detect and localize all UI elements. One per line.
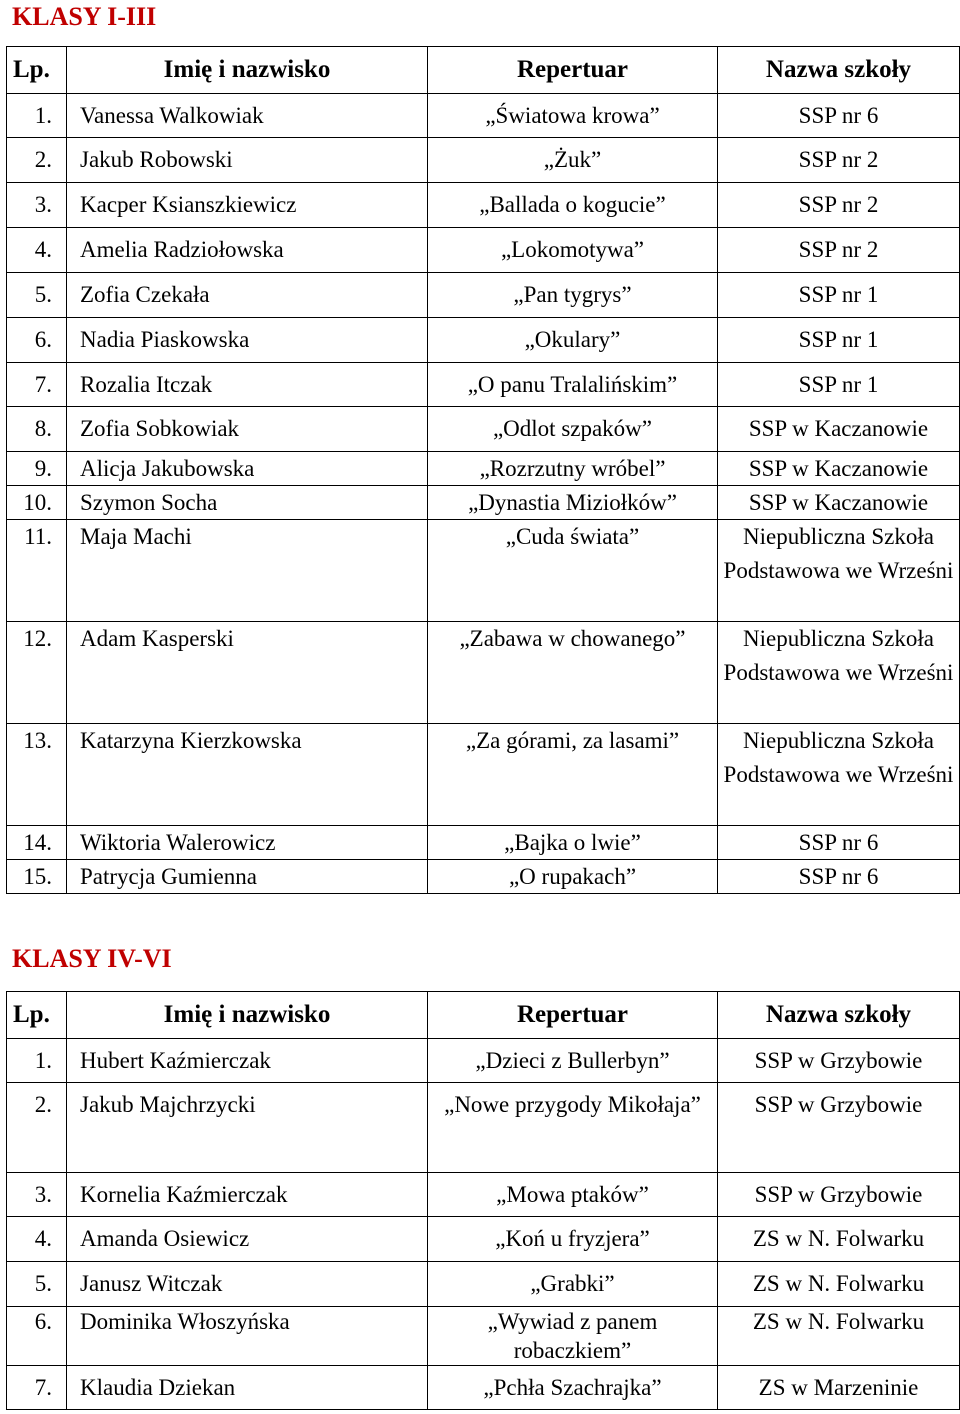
table-row <box>7 486 960 520</box>
row-number: 12. <box>7 622 67 724</box>
school-name: ZS w N. Folwarku <box>718 1307 960 1366</box>
table-row <box>7 1173 960 1217</box>
header-name: Imię i nazwisko <box>67 992 428 1039</box>
row-number: 5. <box>7 273 67 318</box>
row-number: 1. <box>7 94 67 138</box>
table-row <box>7 1307 960 1366</box>
table-row <box>7 318 960 363</box>
participant-name: Dominika Włoszyńska <box>67 1307 428 1366</box>
row-number: 15. <box>7 860 67 894</box>
row-number: 4. <box>7 228 67 273</box>
participant-name: Zofia Sobkowiak <box>67 407 428 452</box>
repertoire-title: „Dynastia Miziołków” <box>428 486 718 520</box>
participant-name: Nadia Piaskowska <box>67 318 428 363</box>
table-row <box>7 1217 960 1262</box>
school-name: ZS w Marzeninie <box>718 1366 960 1410</box>
participant-name: Jakub Robowski <box>67 138 428 183</box>
repertoire-title: „Pchła Szachrajka” <box>428 1366 718 1410</box>
roster-table-klasy-4-6 <box>6 991 960 1410</box>
participant-name: Kornelia Kaźmierczak <box>67 1173 428 1217</box>
row-number: 9. <box>7 452 67 486</box>
header-repertoire: Repertuar <box>428 992 718 1039</box>
participant-name: Maja Machi <box>67 520 428 622</box>
repertoire-title: „Wywiad z panem robaczkiem” <box>428 1307 718 1366</box>
school-name: SSP w Kaczanowie <box>718 407 960 452</box>
row-number: 10. <box>7 486 67 520</box>
row-number: 6. <box>7 1307 67 1366</box>
table-row <box>7 183 960 228</box>
roster-table-klasy-1-3 <box>6 46 960 894</box>
table-row <box>7 228 960 273</box>
school-name: Niepubliczna Szkoła Podstawowa we Wrześni <box>718 622 960 724</box>
row-number: 6. <box>7 318 67 363</box>
repertoire-title: „Rozrzutny wróbel” <box>428 452 718 486</box>
table-row <box>7 1366 960 1410</box>
header-school: Nazwa szkoły <box>718 47 960 94</box>
school-name: Niepubliczna Szkoła Podstawowa we Wrześni <box>718 520 960 622</box>
school-name: Niepubliczna Szkoła Podstawowa we Wrześni <box>718 724 960 826</box>
participant-name: Amanda Osiewicz <box>67 1217 428 1262</box>
school-name: ZS w N. Folwarku <box>718 1262 960 1307</box>
participant-name: Klaudia Dziekan <box>67 1366 428 1410</box>
row-number: 8. <box>7 407 67 452</box>
repertoire-title: „Ballada o kogucie” <box>428 183 718 228</box>
participant-name: Adam Kasperski <box>67 622 428 724</box>
repertoire-title: „O rupakach” <box>428 860 718 894</box>
school-name: SSP nr 2 <box>718 183 960 228</box>
repertoire-title: „Koń u fryzjera” <box>428 1217 718 1262</box>
school-name: SSP nr 1 <box>718 318 960 363</box>
participant-name: Janusz Witczak <box>67 1262 428 1307</box>
repertoire-title: „Cuda świata” <box>428 520 718 622</box>
row-number: 2. <box>7 1083 67 1173</box>
table-row <box>7 860 960 894</box>
participant-name: Zofia Czekała <box>67 273 428 318</box>
row-number: 14. <box>7 826 67 860</box>
table-header-row <box>7 992 960 1039</box>
school-name: SSP w Grzybowie <box>718 1083 960 1173</box>
school-name: SSP nr 6 <box>718 826 960 860</box>
repertoire-title: „Bajka o lwie” <box>428 826 718 860</box>
row-number: 2. <box>7 138 67 183</box>
school-name: SSP nr 6 <box>718 860 960 894</box>
section-title-klasy-1-3: KLASY I-III <box>12 2 157 31</box>
participant-name: Vanessa Walkowiak <box>67 94 428 138</box>
repertoire-title: „Okulary” <box>428 318 718 363</box>
repertoire-title: „Dzieci z Bullerbyn” <box>428 1039 718 1083</box>
participant-name: Patrycja Gumienna <box>67 860 428 894</box>
row-number: 7. <box>7 1366 67 1410</box>
row-number: 7. <box>7 363 67 407</box>
table-row <box>7 520 960 622</box>
participant-name: Jakub Majchrzycki <box>67 1083 428 1173</box>
repertoire-title: „Zabawa w chowanego” <box>428 622 718 724</box>
school-name: SSP nr 2 <box>718 138 960 183</box>
row-number: 3. <box>7 1173 67 1217</box>
header-repertoire: Repertuar <box>428 47 718 94</box>
section-title-klasy-4-6: KLASY IV-VI <box>12 944 172 973</box>
school-name: SSP w Grzybowie <box>718 1039 960 1083</box>
school-name: SSP w Kaczanowie <box>718 452 960 486</box>
participant-name: Hubert Kaźmierczak <box>67 1039 428 1083</box>
repertoire-title: „Odlot szpaków” <box>428 407 718 452</box>
table-row <box>7 138 960 183</box>
header-lp: Lp. <box>7 992 67 1039</box>
header-lp: Lp. <box>7 47 67 94</box>
table-row <box>7 1083 960 1173</box>
table-row <box>7 363 960 407</box>
school-name: SSP nr 6 <box>718 94 960 138</box>
participant-name: Kacper Ksianszkiewicz <box>67 183 428 228</box>
school-name: SSP w Grzybowie <box>718 1173 960 1217</box>
header-name: Imię i nazwisko <box>67 47 428 94</box>
repertoire-title: „Żuk” <box>428 138 718 183</box>
row-number: 5. <box>7 1262 67 1307</box>
repertoire-title: „Za górami, za lasami” <box>428 724 718 826</box>
school-name: SSP nr 1 <box>718 273 960 318</box>
table-row <box>7 1039 960 1083</box>
table-row <box>7 622 960 724</box>
table-row <box>7 724 960 826</box>
table-row <box>7 826 960 860</box>
row-number: 4. <box>7 1217 67 1262</box>
repertoire-title: „Pan tygrys” <box>428 273 718 318</box>
school-name: SSP nr 1 <box>718 363 960 407</box>
row-number: 1. <box>7 1039 67 1083</box>
repertoire-title: „Mowa ptaków” <box>428 1173 718 1217</box>
row-number: 13. <box>7 724 67 826</box>
participant-name: Wiktoria Walerowicz <box>67 826 428 860</box>
participant-name: Katarzyna Kierzkowska <box>67 724 428 826</box>
participant-name: Szymon Socha <box>67 486 428 520</box>
row-number: 11. <box>7 520 67 622</box>
header-school: Nazwa szkoły <box>718 992 960 1039</box>
school-name: ZS w N. Folwarku <box>718 1217 960 1262</box>
table-header-row <box>7 47 960 94</box>
participant-name: Rozalia Itczak <box>67 363 428 407</box>
school-name: SSP w Kaczanowie <box>718 486 960 520</box>
table-row <box>7 452 960 486</box>
table-row <box>7 407 960 452</box>
table-row <box>7 1262 960 1307</box>
participant-name: Alicja Jakubowska <box>67 452 428 486</box>
repertoire-title: „O panu Tralalińskim” <box>428 363 718 407</box>
repertoire-title: „Lokomotywa” <box>428 228 718 273</box>
school-name: SSP nr 2 <box>718 228 960 273</box>
repertoire-title: „Światowa krowa” <box>428 94 718 138</box>
repertoire-title: „Nowe przygody Mikołaja” <box>428 1083 718 1173</box>
table-row <box>7 94 960 138</box>
row-number: 3. <box>7 183 67 228</box>
repertoire-title: „Grabki” <box>428 1262 718 1307</box>
participant-name: Amelia Radziołowska <box>67 228 428 273</box>
table-row <box>7 273 960 318</box>
